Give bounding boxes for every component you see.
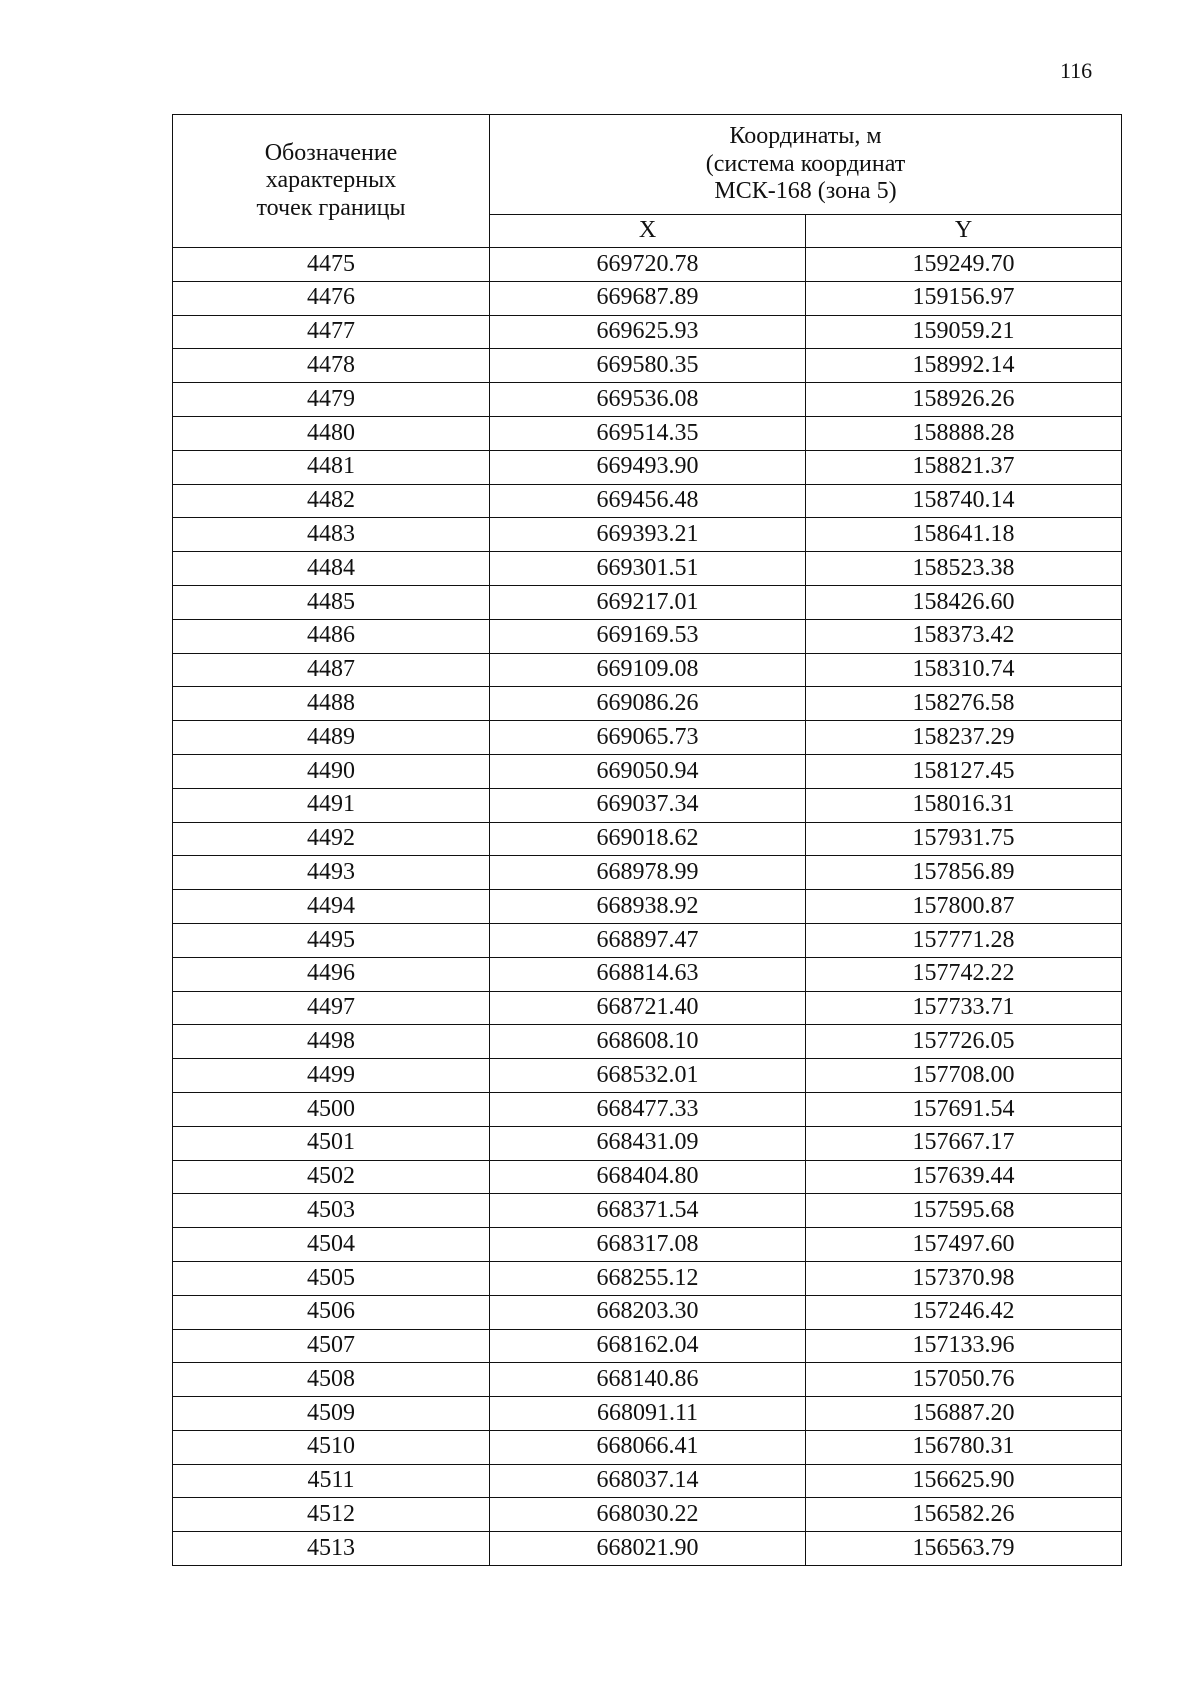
point-cell: 4507 xyxy=(173,1329,490,1363)
header-group-line: Координаты, м xyxy=(729,122,882,149)
point-cell: 4503 xyxy=(173,1194,490,1228)
y-cell: 157497.60 xyxy=(806,1228,1122,1262)
table-row xyxy=(173,281,1122,315)
table-row xyxy=(173,383,1122,417)
y-cell: 157691.54 xyxy=(806,1092,1122,1126)
header-point-label xyxy=(173,115,490,248)
table-row xyxy=(173,1025,1122,1059)
point-cell: 4509 xyxy=(173,1397,490,1431)
x-cell: 668317.08 xyxy=(490,1228,806,1262)
x-cell: 669301.51 xyxy=(490,552,806,586)
point-cell: 4499 xyxy=(173,1059,490,1093)
x-cell: 668431.09 xyxy=(490,1126,806,1160)
header-coordinates-group xyxy=(490,115,1122,215)
x-cell: 668938.92 xyxy=(490,890,806,924)
point-cell: 4478 xyxy=(173,349,490,383)
header-point-label-line: характерных xyxy=(265,167,397,194)
coordinates-table xyxy=(172,114,1122,1566)
table-row xyxy=(173,585,1122,619)
point-cell: 4495 xyxy=(173,923,490,957)
y-cell: 158992.14 xyxy=(806,349,1122,383)
y-cell: 158237.29 xyxy=(806,721,1122,755)
y-cell: 157726.05 xyxy=(806,1025,1122,1059)
x-cell: 669456.48 xyxy=(490,484,806,518)
point-cell: 4485 xyxy=(173,585,490,619)
point-cell: 4497 xyxy=(173,991,490,1025)
y-cell: 158740.14 xyxy=(806,484,1122,518)
x-cell: 668030.22 xyxy=(490,1498,806,1532)
x-cell: 668404.80 xyxy=(490,1160,806,1194)
table-row xyxy=(173,1532,1122,1566)
point-cell: 4498 xyxy=(173,1025,490,1059)
point-cell: 4493 xyxy=(173,856,490,890)
y-cell: 156625.90 xyxy=(806,1464,1122,1498)
table-row xyxy=(173,1160,1122,1194)
x-cell: 669536.08 xyxy=(490,383,806,417)
x-cell: 668162.04 xyxy=(490,1329,806,1363)
x-cell: 669037.34 xyxy=(490,788,806,822)
point-cell: 4512 xyxy=(173,1498,490,1532)
y-cell: 159249.70 xyxy=(806,248,1122,282)
y-cell: 157667.17 xyxy=(806,1126,1122,1160)
table-row xyxy=(173,1295,1122,1329)
y-cell: 158426.60 xyxy=(806,585,1122,619)
point-cell: 4506 xyxy=(173,1295,490,1329)
y-cell: 158373.42 xyxy=(806,619,1122,653)
x-cell: 669493.90 xyxy=(490,450,806,484)
x-cell: 668203.30 xyxy=(490,1295,806,1329)
x-cell: 668814.63 xyxy=(490,957,806,991)
point-cell: 4483 xyxy=(173,518,490,552)
table-row xyxy=(173,653,1122,687)
x-cell: 669720.78 xyxy=(490,248,806,282)
x-cell: 668066.41 xyxy=(490,1430,806,1464)
point-cell: 4484 xyxy=(173,552,490,586)
y-cell: 159156.97 xyxy=(806,281,1122,315)
x-cell: 669086.26 xyxy=(490,687,806,721)
header-point-label-line: Обозначение xyxy=(264,139,398,166)
y-cell: 158523.38 xyxy=(806,552,1122,586)
point-cell: 4505 xyxy=(173,1261,490,1295)
point-cell: 4479 xyxy=(173,383,490,417)
y-cell: 157931.75 xyxy=(806,822,1122,856)
x-cell: 668255.12 xyxy=(490,1261,806,1295)
x-cell: 669514.35 xyxy=(490,416,806,450)
y-cell: 158888.28 xyxy=(806,416,1122,450)
point-cell: 4475 xyxy=(173,248,490,282)
x-cell: 669687.89 xyxy=(490,281,806,315)
x-cell: 669018.62 xyxy=(490,822,806,856)
y-cell: 157050.76 xyxy=(806,1363,1122,1397)
table-row xyxy=(173,416,1122,450)
y-cell: 157771.28 xyxy=(806,923,1122,957)
x-cell: 668140.86 xyxy=(490,1363,806,1397)
table-row xyxy=(173,788,1122,822)
y-cell: 158821.37 xyxy=(806,450,1122,484)
y-cell: 157639.44 xyxy=(806,1160,1122,1194)
point-cell: 4501 xyxy=(173,1126,490,1160)
point-cell: 4502 xyxy=(173,1160,490,1194)
y-cell: 157595.68 xyxy=(806,1194,1122,1228)
y-cell: 157742.22 xyxy=(806,957,1122,991)
y-cell: 156887.20 xyxy=(806,1397,1122,1431)
header-y: Y xyxy=(806,214,1122,247)
page-number: 116 xyxy=(1060,58,1093,83)
x-cell: 668091.11 xyxy=(490,1397,806,1431)
x-cell: 668608.10 xyxy=(490,1025,806,1059)
table-row xyxy=(173,890,1122,924)
y-cell: 156563.79 xyxy=(806,1532,1122,1566)
y-cell: 158127.45 xyxy=(806,754,1122,788)
y-cell: 157246.42 xyxy=(806,1295,1122,1329)
point-cell: 4513 xyxy=(173,1532,490,1566)
point-cell: 4481 xyxy=(173,450,490,484)
x-cell: 668721.40 xyxy=(490,991,806,1025)
table-row xyxy=(173,687,1122,721)
y-cell: 157856.89 xyxy=(806,856,1122,890)
point-cell: 4486 xyxy=(173,619,490,653)
y-cell: 157733.71 xyxy=(806,991,1122,1025)
table-row xyxy=(173,1059,1122,1093)
table-row xyxy=(173,552,1122,586)
header-group-line: (система координат xyxy=(705,150,906,177)
header-point-label-line: точек границы xyxy=(256,194,406,221)
table-row xyxy=(173,957,1122,991)
table-row xyxy=(173,1464,1122,1498)
y-cell: 156582.26 xyxy=(806,1498,1122,1532)
table-row xyxy=(173,1329,1122,1363)
x-cell: 668021.90 xyxy=(490,1532,806,1566)
x-cell: 669169.53 xyxy=(490,619,806,653)
point-cell: 4504 xyxy=(173,1228,490,1262)
x-cell: 668978.99 xyxy=(490,856,806,890)
point-cell: 4496 xyxy=(173,957,490,991)
y-cell: 158016.31 xyxy=(806,788,1122,822)
x-cell: 668897.47 xyxy=(490,923,806,957)
y-cell: 157133.96 xyxy=(806,1329,1122,1363)
table-row xyxy=(173,754,1122,788)
x-cell: 668477.33 xyxy=(490,1092,806,1126)
table-row xyxy=(173,1498,1122,1532)
table-row xyxy=(173,822,1122,856)
x-cell: 669050.94 xyxy=(490,754,806,788)
table-row xyxy=(173,349,1122,383)
point-cell: 4482 xyxy=(173,484,490,518)
point-cell: 4480 xyxy=(173,416,490,450)
y-cell: 157800.87 xyxy=(806,890,1122,924)
y-cell: 157708.00 xyxy=(806,1059,1122,1093)
x-cell: 669393.21 xyxy=(490,518,806,552)
y-cell: 159059.21 xyxy=(806,315,1122,349)
x-cell: 668037.14 xyxy=(490,1464,806,1498)
table-row xyxy=(173,484,1122,518)
table-row xyxy=(173,991,1122,1025)
x-cell: 669109.08 xyxy=(490,653,806,687)
point-cell: 4489 xyxy=(173,721,490,755)
point-cell: 4508 xyxy=(173,1363,490,1397)
y-cell: 158276.58 xyxy=(806,687,1122,721)
point-cell: 4510 xyxy=(173,1430,490,1464)
table-row xyxy=(173,1430,1122,1464)
table-row xyxy=(173,248,1122,282)
header-x: X xyxy=(490,214,806,247)
table-row xyxy=(173,1228,1122,1262)
table-body xyxy=(173,248,1122,1566)
table-row xyxy=(173,518,1122,552)
point-cell: 4487 xyxy=(173,653,490,687)
table-row xyxy=(173,1261,1122,1295)
point-cell: 4488 xyxy=(173,687,490,721)
y-cell: 157370.98 xyxy=(806,1261,1122,1295)
table-row xyxy=(173,721,1122,755)
table-row xyxy=(173,856,1122,890)
table-row xyxy=(173,923,1122,957)
table-row xyxy=(173,1194,1122,1228)
table-row xyxy=(173,315,1122,349)
table-row xyxy=(173,619,1122,653)
point-cell: 4477 xyxy=(173,315,490,349)
y-cell: 158310.74 xyxy=(806,653,1122,687)
table-row xyxy=(173,1363,1122,1397)
x-cell: 669580.35 xyxy=(490,349,806,383)
x-cell: 668532.01 xyxy=(490,1059,806,1093)
point-cell: 4511 xyxy=(173,1464,490,1498)
point-cell: 4490 xyxy=(173,754,490,788)
x-cell: 668371.54 xyxy=(490,1194,806,1228)
point-cell: 4491 xyxy=(173,788,490,822)
x-cell: 669065.73 xyxy=(490,721,806,755)
table-row xyxy=(173,1092,1122,1126)
table-row xyxy=(173,1397,1122,1431)
y-cell: 158926.26 xyxy=(806,383,1122,417)
y-cell: 158641.18 xyxy=(806,518,1122,552)
table-row xyxy=(173,1126,1122,1160)
point-cell: 4476 xyxy=(173,281,490,315)
header-group-line: МСК-168 (зона 5) xyxy=(714,178,897,205)
point-cell: 4494 xyxy=(173,890,490,924)
x-cell: 669217.01 xyxy=(490,585,806,619)
x-cell: 669625.93 xyxy=(490,315,806,349)
table-row xyxy=(173,450,1122,484)
point-cell: 4500 xyxy=(173,1092,490,1126)
point-cell: 4492 xyxy=(173,822,490,856)
y-cell: 156780.31 xyxy=(806,1430,1122,1464)
